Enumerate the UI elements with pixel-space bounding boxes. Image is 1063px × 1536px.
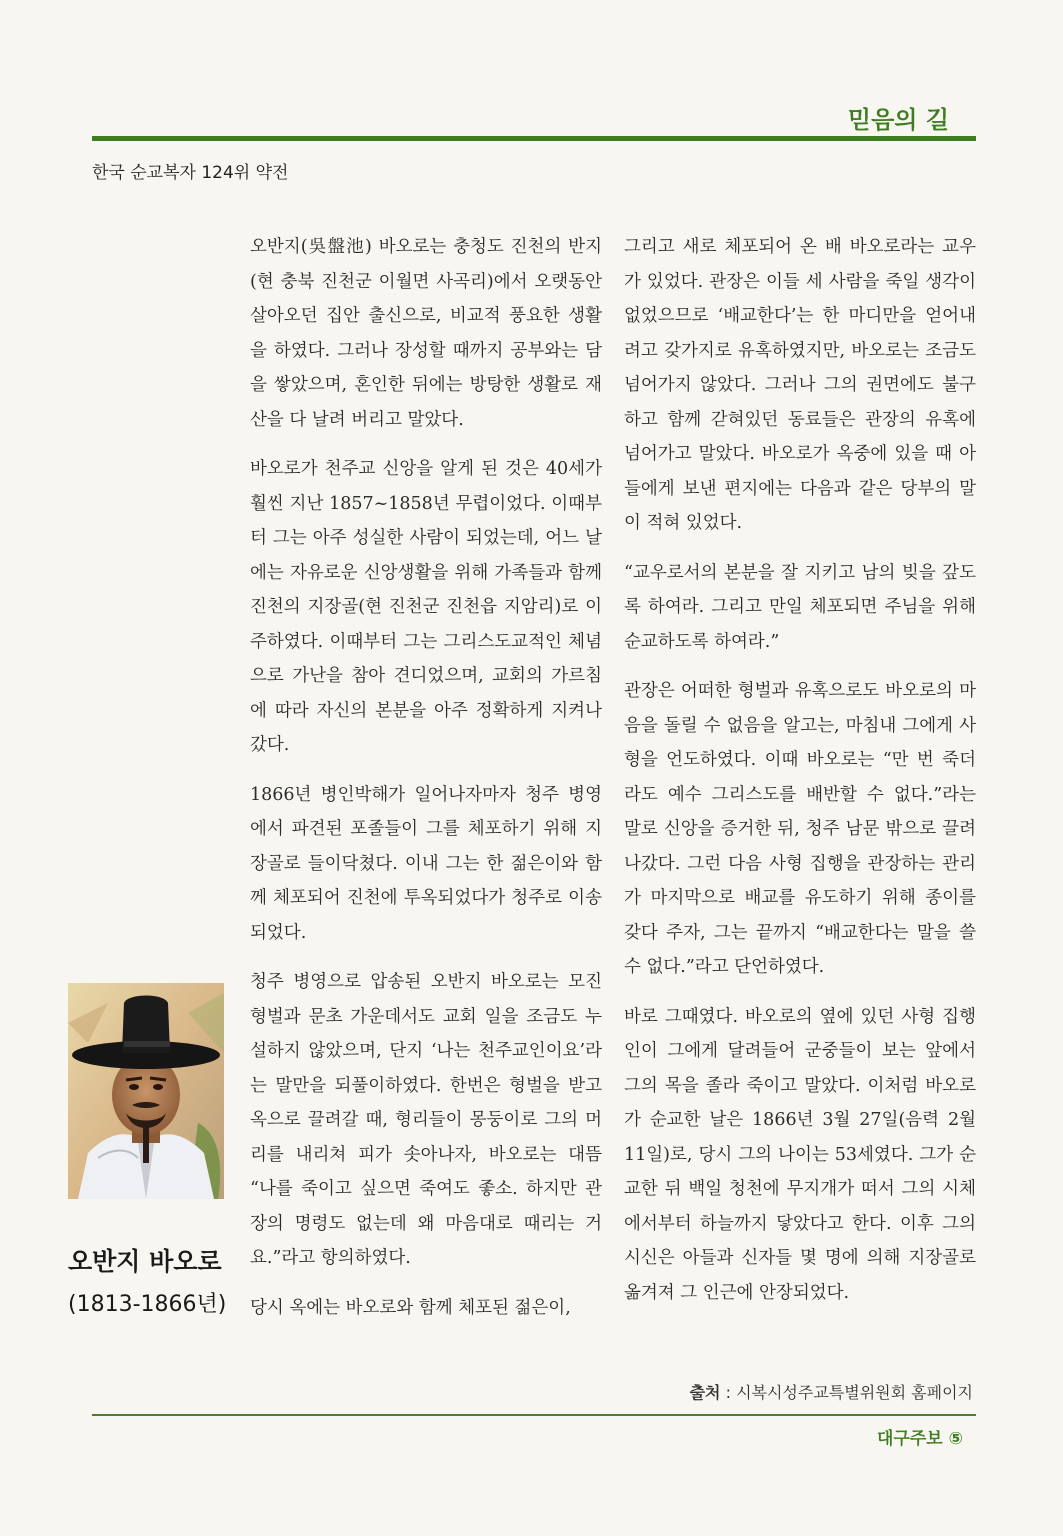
page-footer: 대구주보 ⑤ [877, 1429, 963, 1449]
article-paragraph: 그리고 새로 체포되어 온 배 바오로라는 교우가 있었다. 관장은 이들 세 사람을 죽일 생각이 없었으므로 ‘배교한다’는 한 마디만을 얻어내려고 갖가지로 유혹하였지만, 바오로는 조금도 넘어가지 않았다. 그러나 그의 권면에도 불구하고 함께 갇혀있던 동료들은 관장의 유혹에 넘어가고 말았다. 바오로가 옥중에 있을 때 아들에게 보낸 편지에는 다음과 같은 당부의 말이 적혀 있었다. [624, 237, 976, 533]
article-right-column [624, 230, 976, 1325]
top-divider [92, 136, 976, 141]
article-paragraph: 1866년 병인박해가 일어나자마자 청주 병영에서 파견된 포졸들이 그를 체포하기 위해 지장골로 들이닥쳤다. 이내 그는 한 젊은이와 함께 체포되어 진천에 투옥되었다가 청주로 이송되었다. [250, 784, 602, 943]
article-paragraph: 바로 그때였다. 바오로의 옆에 있던 사형 집행인이 그에게 달려들어 군중들이 보는 앞에서 그의 목을 졸라 죽이고 말았다. 이처럼 바오로가 순교한 날은 1866년 3월 27일(음력 2월 11일)로, 당시 그의 나이는 53세였다. 그가 순교한 뒤 백일 청천에 무지개가 떠서 그의 시체에서부터 하늘까지 닿았다고 한다. 이후 그의 시신은 아들과 신자들 몇 명에 의해 지장골로 옮겨져 그 인근에 안장되었다. [624, 1006, 976, 1303]
article-paragraph: 오반지(吳盤池) 바오로는 충청도 진천의 반지(현 충북 진천군 이월면 사곡리)에서 오랫동안 살아오던 집안 출신으로, 비교적 풍요한 생활을 하였다. 그러나 장성할 때까지 공부와는 담을 쌓았으며, 혼인한 뒤에는 방탕한 생활로 재산을 다 날려 버리고 말았다. [250, 237, 602, 430]
person-name: 오반지 바오로 [68, 1247, 222, 1276]
person-dates: (1813-1866년) [68, 1292, 227, 1317]
source-credit [690, 1380, 973, 1403]
source-text: 시복시성주교특별위원회 홈페이지 [736, 1383, 973, 1402]
article-paragraph: 청주 병영으로 압송된 오반지 바오로는 모진 형벌과 문초 가운데서도 교회 일을 조금도 누설하지 않았으며, 단지 ‘나는 천주교인이요’라는 말만을 되풀이하였다. 한번은 형벌을 받고 옥으로 끌려갈 때, 형리들이 몽둥이로 그의 머리를 내리쳐 피가 솟아나자, 바오로는 대뜸 “나를 죽이고 싶으면 죽여도 좋소. 하지만 관장의 명령도 없는데 왜 마음대로 때리는 거요.”라고 항의하였다. [250, 972, 602, 1268]
martyr-portrait-icon [68, 983, 224, 1199]
article-paragraph: 당시 옥에는 바오로와 함께 체포된 젊은이, [250, 1297, 571, 1318]
source-separator: : [720, 1383, 737, 1402]
article-paragraph: 바오로가 천주교 신앙을 알게 된 것은 40세가 훨씬 지난 1857~1858년 무렵이었다. 이때부터 그는 아주 성실한 사람이 되었는데, 어느 날에는 자유로운 신앙생활을 위해 가족들과 함께 진천의 지장골(현 진천군 진천읍 지암리)로 이주하였다. 이때부터 그는 그리스도교적인 체념으로 가난을 참아 견디었으며, 교회의 가르침에 따라 자신의 본분을 아주 정확하게 지켜나갔다. [250, 459, 602, 755]
bottom-divider [92, 1414, 976, 1416]
article-left-column [250, 230, 602, 1340]
section-title: 믿음의 길 [847, 106, 949, 134]
article-paragraph: “교우로서의 본분을 잘 지키고 남의 빚을 갚도록 하여라. 그리고 만일 체포되면 주님을 위해 순교하도록 하여라.” [624, 562, 976, 652]
source-label: 출처 [689, 1383, 721, 1402]
page-subtitle: 한국 순교복자 124위 약전 [92, 163, 289, 183]
article-paragraph: 관장은 어떠한 형벌과 유혹으로도 바오로의 마음을 돌릴 수 없음을 알고는, 마침내 그에게 사형을 언도하였다. 이때 바오로는 “만 번 죽더라도 예수 그리스도를 배반할 수 없다.”라는 말로 신앙을 증거한 뒤, 청주 남문 밖으로 끌려나갔다. 그런 다음 사형 집행을 관장하는 관리가 마지막으로 배교를 유도하기 위해 종이를 갖다 주자, 그는 끝까지 “배교한다는 말을 쓸 수 없다.”라고 단언하였다. [624, 681, 976, 977]
